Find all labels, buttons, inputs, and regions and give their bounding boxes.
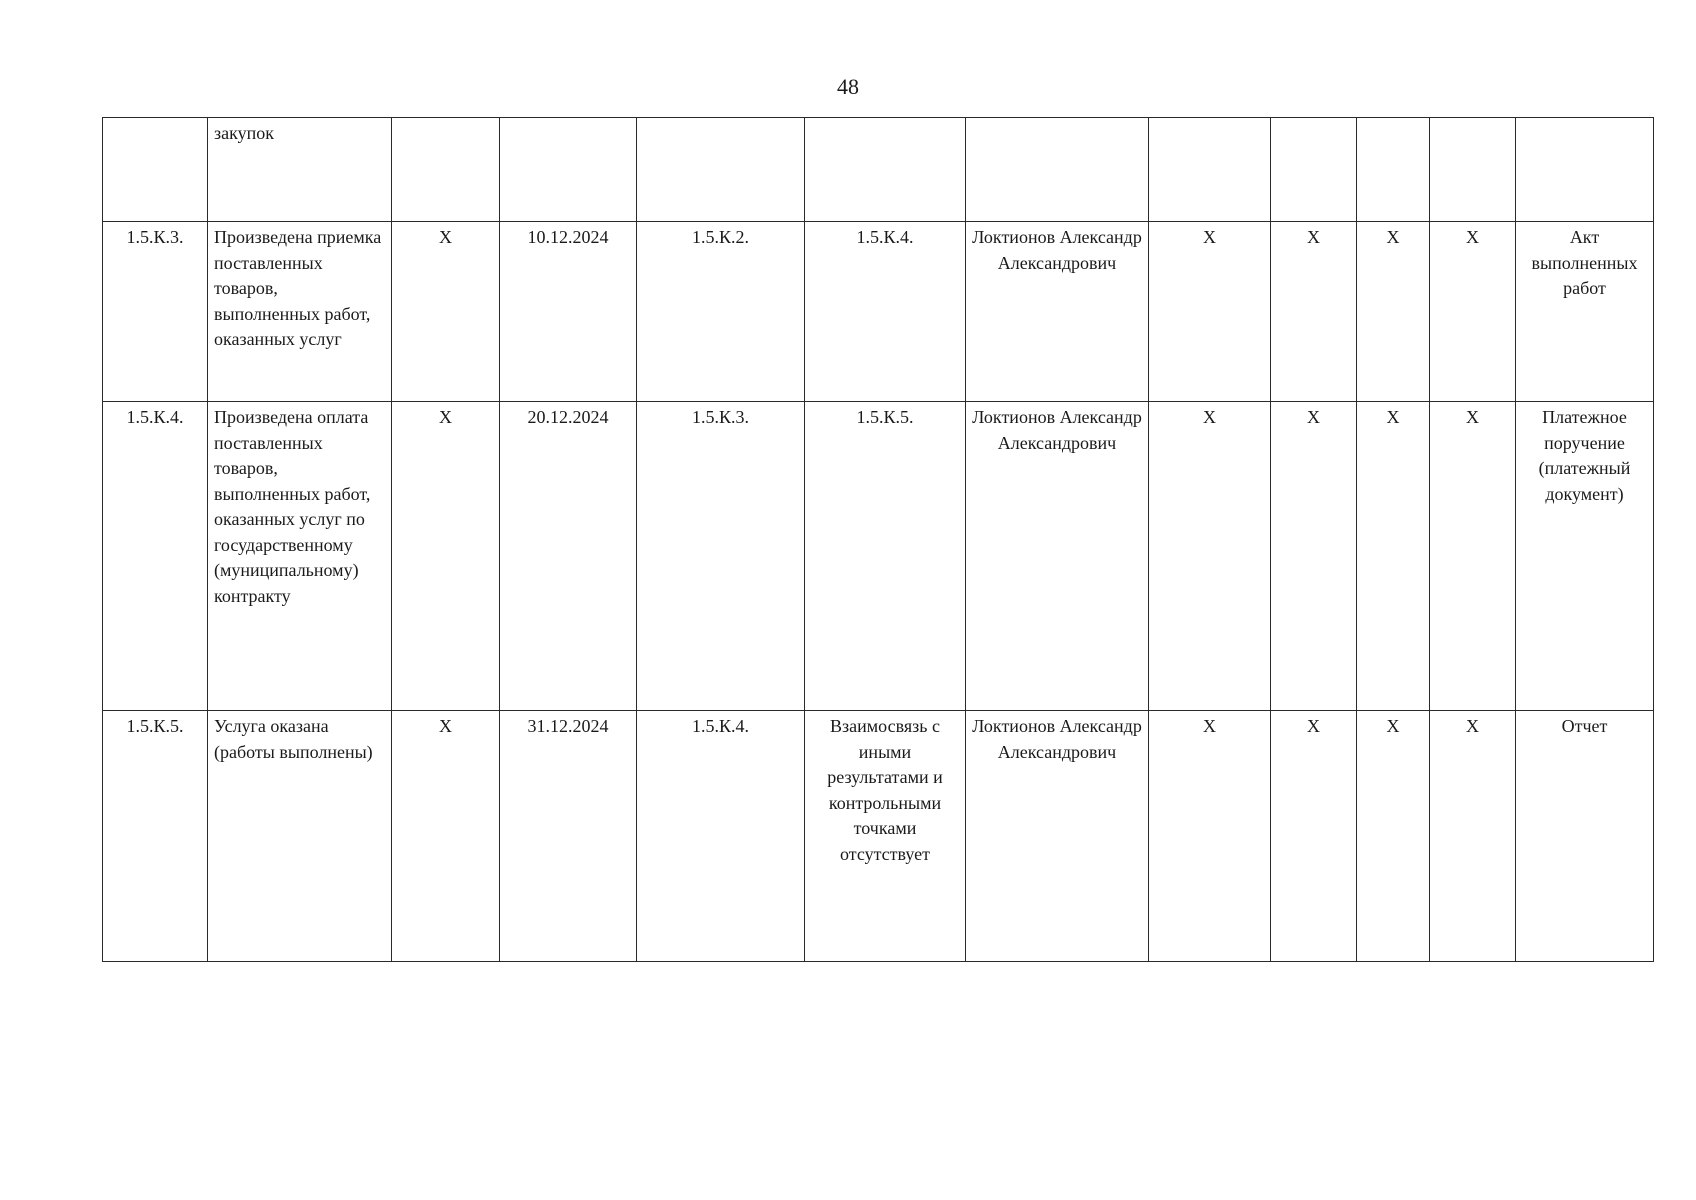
cell-col11: X <box>1430 711 1516 962</box>
cell-id: 1.5.К.3. <box>103 222 208 402</box>
cell-result: закупок <box>208 118 392 222</box>
cell-col10: X <box>1357 402 1430 711</box>
cell-col3: X <box>392 711 500 962</box>
cell-date: 20.12.2024 <box>500 402 637 711</box>
table-row <box>103 222 1654 402</box>
cell-responsible: Локтионов Александр Александрович <box>966 222 1149 402</box>
cell-successor: Взаимосвязь с иными результатами и контрольными точками отсутствует <box>805 711 966 962</box>
cell-responsible: Локтионов Александр Александрович <box>966 402 1149 711</box>
cell-date <box>500 118 637 222</box>
cell-id <box>103 118 208 222</box>
control-points-table <box>102 117 1654 962</box>
cell-col9: X <box>1271 711 1357 962</box>
cell-result: Произведена оплата поставленных товаров, выполненных работ, оказанных услуг по государственному (муниципальному) контракту <box>208 402 392 711</box>
cell-successor <box>805 118 966 222</box>
cell-document: Платежное поручение (платежный документ) <box>1516 402 1654 711</box>
cell-predecessor: 1.5.К.3. <box>637 402 805 711</box>
cell-id: 1.5.К.4. <box>103 402 208 711</box>
cell-col11 <box>1430 118 1516 222</box>
cell-date: 31.12.2024 <box>500 711 637 962</box>
cell-col9 <box>1271 118 1357 222</box>
cell-col3 <box>392 118 500 222</box>
cell-predecessor: 1.5.К.4. <box>637 711 805 962</box>
cell-col10 <box>1357 118 1430 222</box>
cell-successor: 1.5.К.5. <box>805 402 966 711</box>
cell-date: 10.12.2024 <box>500 222 637 402</box>
cell-col8: X <box>1149 402 1271 711</box>
cell-col9: X <box>1271 402 1357 711</box>
cell-col3: X <box>392 402 500 711</box>
cell-predecessor: 1.5.К.2. <box>637 222 805 402</box>
cell-successor: 1.5.К.4. <box>805 222 966 402</box>
table-row <box>103 118 1654 222</box>
cell-col11: X <box>1430 402 1516 711</box>
cell-result: Произведена приемка поставленных товаров, выполненных работ, оказанных услуг <box>208 222 392 402</box>
cell-document: Отчет <box>1516 711 1654 962</box>
cell-predecessor <box>637 118 805 222</box>
table-row <box>103 402 1654 711</box>
cell-col8: X <box>1149 222 1271 402</box>
cell-col3: X <box>392 222 500 402</box>
table-row <box>103 711 1654 962</box>
cell-col8: X <box>1149 711 1271 962</box>
cell-responsible <box>966 118 1149 222</box>
cell-col9: X <box>1271 222 1357 402</box>
cell-col11: X <box>1430 222 1516 402</box>
cell-document <box>1516 118 1654 222</box>
cell-col10: X <box>1357 222 1430 402</box>
cell-responsible: Локтионов Александр Александрович <box>966 711 1149 962</box>
cell-col8 <box>1149 118 1271 222</box>
cell-result: Услуга оказана (работы выполнены) <box>208 711 392 962</box>
cell-col10: X <box>1357 711 1430 962</box>
cell-id: 1.5.К.5. <box>103 711 208 962</box>
page-number: 48 <box>837 74 859 99</box>
cell-document: Акт выполненных работ <box>1516 222 1654 402</box>
